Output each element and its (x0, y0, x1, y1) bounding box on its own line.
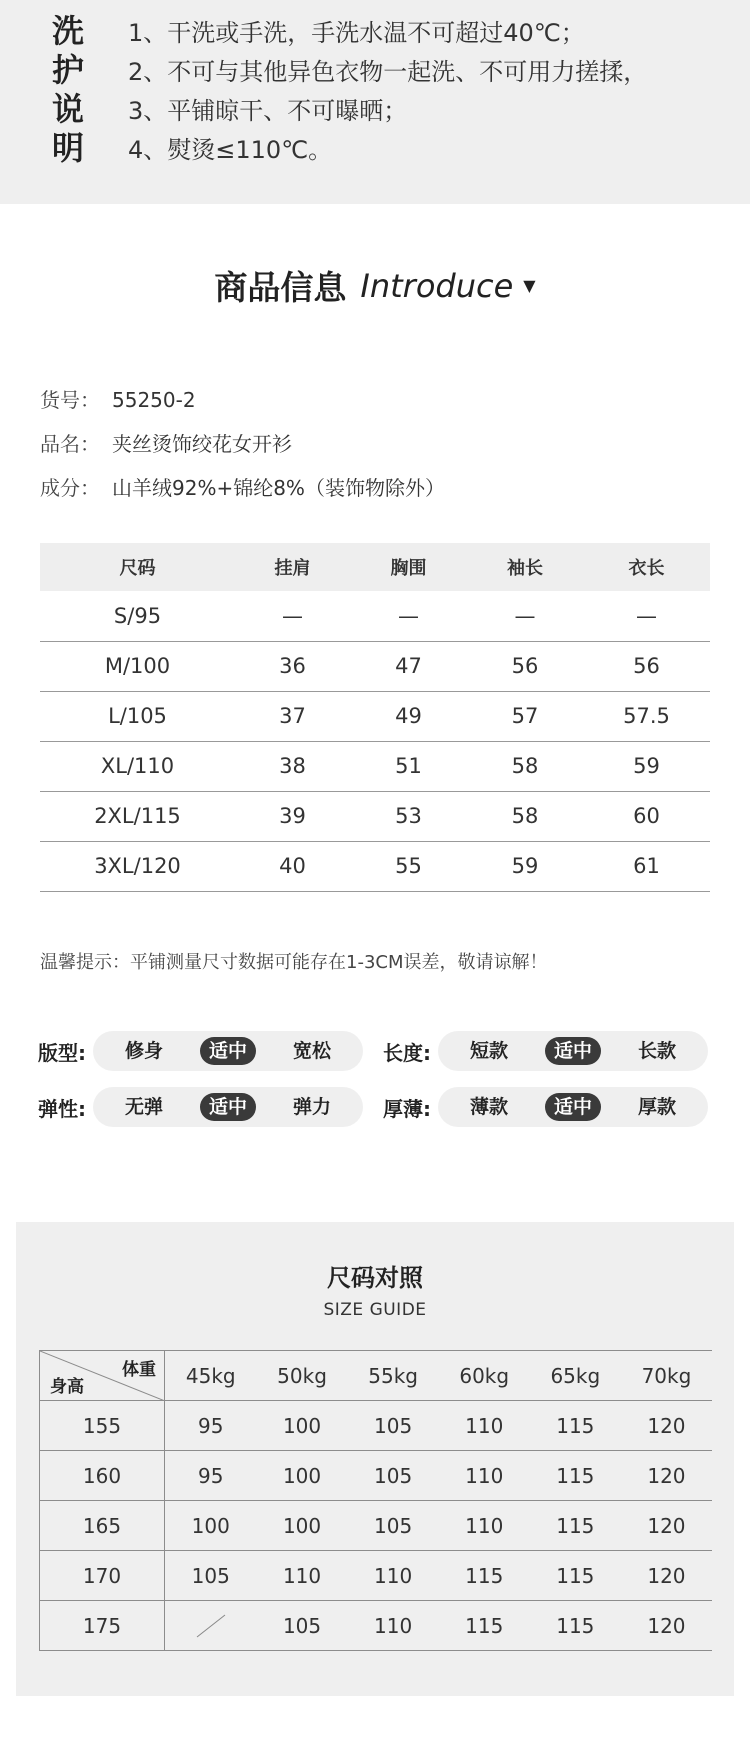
measurement-tip: 温馨提示：平铺测量尺寸数据可能存在1-3CM误差，敬请谅解！ (40, 952, 548, 973)
table-cell: — (350, 591, 467, 641)
weight-header-row (40, 1351, 713, 1401)
table-cell: 115 (530, 1401, 621, 1451)
table-row (40, 841, 710, 891)
care-title-char: 明 (52, 129, 85, 167)
info-key: 品名： (40, 432, 100, 456)
table-cell: 55 (350, 841, 467, 891)
height-cell: 165 (40, 1501, 165, 1551)
table-corner (40, 1351, 165, 1401)
table-row (40, 1401, 713, 1451)
column-header: 胸围 (350, 543, 467, 591)
info-row-sku (40, 385, 445, 429)
table-cell: 58 (467, 741, 583, 791)
table-cell: 47 (350, 641, 467, 691)
table-cell: 38 (235, 741, 350, 791)
triangle-down-icon: ▼ (523, 276, 536, 295)
attribute-row (38, 1030, 712, 1072)
table-cell: 115 (530, 1551, 621, 1601)
care-title-char: 护 (52, 51, 85, 89)
table-cell: 100 (257, 1451, 348, 1501)
table-cell: 56 (583, 641, 710, 691)
table-cell: 110 (348, 1551, 439, 1601)
attribute-option[interactable]: 短款 (469, 1040, 508, 1062)
info-key: 货号： (40, 388, 100, 412)
weight-header: 65kg (530, 1351, 621, 1401)
table-cell: 120 (621, 1551, 712, 1601)
info-value: 55250-2 (112, 388, 196, 412)
weight-header: 55kg (348, 1351, 439, 1401)
table-cell: 39 (235, 791, 350, 841)
table-cell: XL/110 (40, 741, 235, 791)
attribute-label: 版型: (38, 1040, 86, 1065)
table-cell: 120 (621, 1451, 712, 1501)
info-row-name (40, 429, 445, 473)
table-cell: 105 (348, 1501, 439, 1551)
table-cell: 105 (348, 1451, 439, 1501)
height-cell: 155 (40, 1401, 165, 1451)
care-title-char: 洗 (52, 12, 85, 50)
table-cell: 100 (257, 1401, 348, 1451)
table-row (40, 591, 710, 641)
heading-en: Introduce (360, 266, 514, 305)
table-cell: 115 (439, 1601, 530, 1651)
table-cell: 57.5 (583, 691, 710, 741)
attribute-option[interactable]: 厚款 (637, 1096, 676, 1118)
table-cell: 110 (439, 1451, 530, 1501)
attribute-label: 长度: (383, 1040, 431, 1065)
product-info (40, 385, 445, 517)
table-cell: 100 (165, 1501, 257, 1551)
info-key: 成分： (40, 476, 100, 500)
weight-header: 70kg (621, 1351, 712, 1401)
size-guide-subtitle: SIZE GUIDE (323, 1300, 427, 1320)
weight-header: 60kg (439, 1351, 530, 1401)
attribute-panel (38, 1030, 712, 1142)
table-cell: 49 (350, 691, 467, 741)
table-cell: 59 (467, 841, 583, 891)
corner-weight-label: 体重 (122, 1360, 156, 1380)
table-cell: 115 (530, 1451, 621, 1501)
table-cell: 3XL/120 (40, 841, 235, 891)
table-cell: 59 (583, 741, 710, 791)
table-cell: 36 (235, 641, 350, 691)
attribute-label: 弹性: (38, 1096, 86, 1121)
weight-header: 50kg (257, 1351, 348, 1401)
attribute-length (383, 1031, 708, 1071)
column-header: 袖长 (467, 543, 583, 591)
table-cell: — (583, 591, 710, 641)
table-cell: 115 (439, 1551, 530, 1601)
table-cell: L/105 (40, 691, 235, 741)
attribute-option[interactable]: 薄款 (469, 1096, 508, 1118)
table-cell: 53 (350, 791, 467, 841)
table-cell: 110 (439, 1501, 530, 1551)
table-row (40, 1501, 713, 1551)
attribute-option[interactable]: 弹力 (292, 1096, 331, 1118)
table-cell: 2XL/115 (40, 791, 235, 841)
size-guide-table (39, 1350, 712, 1651)
column-header: 尺码 (40, 543, 235, 591)
heading-cn: 商品信息 (214, 268, 347, 307)
attribute-fit (38, 1031, 363, 1071)
info-value: 山羊绒92%+锦纶8%（装饰物除外） (112, 476, 445, 500)
table-cell: 115 (530, 1601, 621, 1651)
info-row-composition (40, 473, 445, 517)
table-cell: 105 (348, 1401, 439, 1451)
table-cell: — (235, 591, 350, 641)
attribute-option[interactable]: 适中 (200, 1093, 256, 1121)
table-row (40, 1601, 713, 1651)
attribute-option[interactable]: 长款 (637, 1040, 676, 1062)
table-cell: 110 (348, 1601, 439, 1651)
table-cell: 51 (350, 741, 467, 791)
empty-cell (165, 1601, 257, 1651)
attribute-option[interactable]: 宽松 (292, 1040, 331, 1062)
table-cell: 110 (257, 1551, 348, 1601)
attribute-option[interactable]: 修身 (124, 1040, 163, 1062)
attribute-row (38, 1086, 712, 1128)
table-cell: 56 (467, 641, 583, 691)
attribute-thickness (383, 1087, 708, 1127)
attribute-label: 厚薄: (383, 1096, 431, 1121)
table-row (40, 641, 710, 691)
table-cell: 40 (235, 841, 350, 891)
table-cell: — (467, 591, 583, 641)
table-row (40, 1451, 713, 1501)
care-item: 4、熨烫≤110℃。 (128, 136, 333, 164)
attribute-option[interactable]: 无弹 (124, 1096, 163, 1118)
table-cell: S/95 (40, 591, 235, 641)
table-cell: 115 (530, 1501, 621, 1551)
care-item: 3、平铺晾干、不可曝晒； (128, 97, 408, 125)
attribute-option[interactable]: 适中 (545, 1037, 601, 1065)
column-header: 衣长 (583, 543, 710, 591)
care-title-char: 说 (52, 90, 85, 128)
table-row (40, 1551, 713, 1601)
care-list (128, 14, 647, 170)
info-value: 夹丝烫饰绞花女开衫 (112, 432, 292, 456)
care-title (52, 12, 92, 168)
attribute-option[interactable]: 适中 (545, 1093, 601, 1121)
table-cell: 37 (235, 691, 350, 741)
height-cell: 160 (40, 1451, 165, 1501)
corner-height-label: 身高 (50, 1377, 84, 1397)
column-header: 挂肩 (235, 543, 350, 591)
attribute-option[interactable]: 适中 (200, 1037, 256, 1065)
height-cell: 170 (40, 1551, 165, 1601)
measurement-table (40, 543, 710, 892)
table-row (40, 691, 710, 741)
attribute-scale (93, 1087, 363, 1127)
table-row (40, 791, 710, 841)
care-item: 2、不可与其他异色衣物一起洗、不可用力搓揉， (128, 58, 648, 86)
table-cell: 120 (621, 1501, 712, 1551)
table-cell: 95 (165, 1401, 257, 1451)
table-cell: 100 (257, 1501, 348, 1551)
table-cell: 110 (439, 1401, 530, 1451)
table-cell: 60 (583, 791, 710, 841)
attribute-elasticity (38, 1087, 363, 1127)
table-cell: 120 (621, 1401, 712, 1451)
product-info-heading (0, 262, 750, 312)
attribute-scale (438, 1031, 708, 1071)
size-guide-title: 尺码对照 (327, 1264, 423, 1292)
attribute-scale (438, 1087, 708, 1127)
table-row (40, 741, 710, 791)
height-cell: 175 (40, 1601, 165, 1651)
table-cell: M/100 (40, 641, 235, 691)
table-cell: 57 (467, 691, 583, 741)
weight-header: 45kg (165, 1351, 257, 1401)
slash-icon (193, 1613, 229, 1639)
table-cell: 105 (257, 1601, 348, 1651)
table-cell: 58 (467, 791, 583, 841)
care-item: 1、干洗或手洗，手洗水温不可超过40℃； (128, 19, 585, 47)
table-cell: 61 (583, 841, 710, 891)
care-section (0, 0, 750, 204)
table-cell: 120 (621, 1601, 712, 1651)
table-cell: 95 (165, 1451, 257, 1501)
table-header-row (40, 543, 710, 591)
size-guide (16, 1222, 734, 1696)
table-cell: 105 (165, 1551, 257, 1601)
attribute-scale (93, 1031, 363, 1071)
